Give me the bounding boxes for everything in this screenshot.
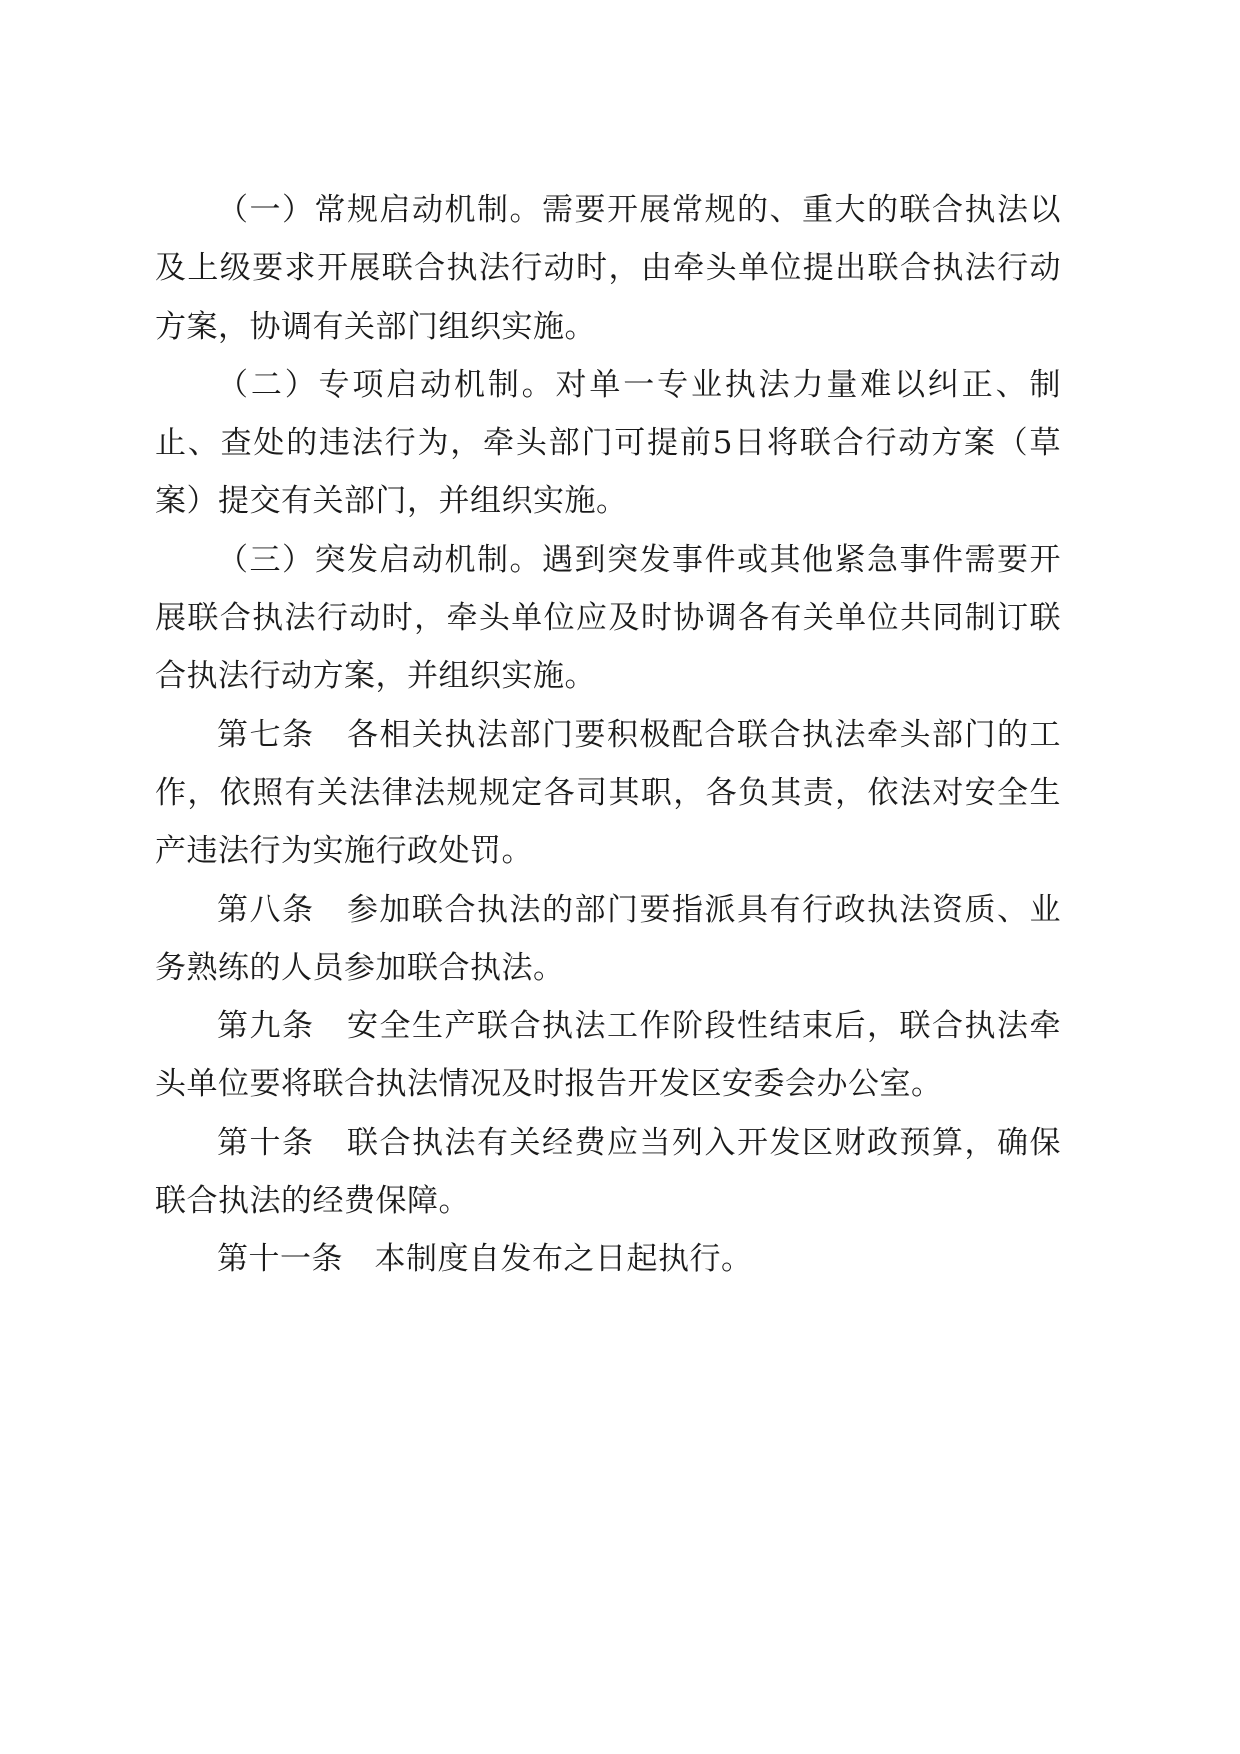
paragraph-article-10: 第十条 联合执法有关经费应当列入开发区财政预算，确保联合执法的经费保障。: [155, 1124, 1061, 1220]
document-body: [155, 181, 1061, 1289]
paragraph-article-11: 第十一条 本制度自发布之日起执行。: [217, 1241, 753, 1278]
paragraph-article-7: 第七条 各相关执法部门要积极配合联合执法牵头部门的工作，依照有关法律法规规定各司其职，各负其责，依法对安全生产违法行为实施行政处罚。: [155, 716, 1061, 870]
paragraph-startup-emergency: （三）突发启动机制。遇到突发事件或其他紧急事件需要开展联合执法行动时，牵头单位应及时协调各有关单位共同制订联合执法行动方案，并组织实施。: [155, 541, 1061, 695]
paragraph-article-8: 第八条 参加联合执法的部门要指派具有行政执法资质、业务熟练的人员参加联合执法。: [155, 891, 1061, 986]
paragraph-startup-special: （二）专项启动机制。对单一专业执法力量难以纠正、制止、查处的违法行为，牵头部门可提前5日将联合行动方案（草案）提交有关部门，并组织实施。: [155, 366, 1061, 520]
paragraph-article-9: 第九条 安全生产联合执法工作阶段性结束后，联合执法牵头单位要将联合执法情况及时报告开发区安委会办公室。: [155, 1008, 1061, 1103]
paragraph-startup-routine: （一）常规启动机制。需要开展常规的、重大的联合执法以及上级要求开展联合执法行动时，由牵头单位提出联合执法行动方案，协调有关部门组织实施。: [155, 192, 1061, 345]
